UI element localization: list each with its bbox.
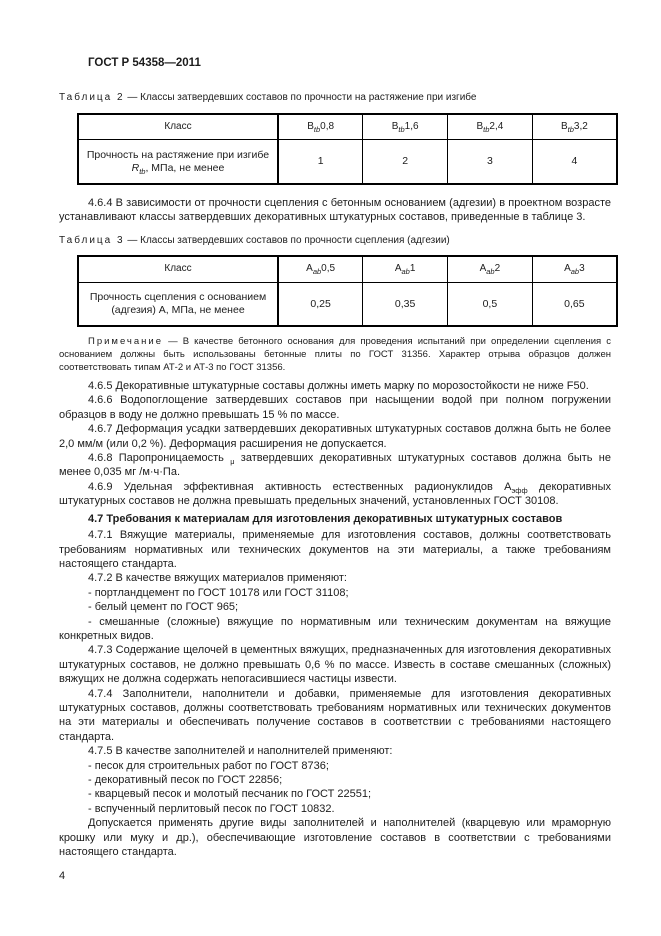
text-segment: 2 [494,263,501,275]
paragraph-4-7-4: 4.7.4 Заполнители, наполнители и добавки, применяемые для изготовления декоративных штукатурных составов, должны соответствовать требованиям нормативных или технических документов на эти материалы и обеспечивать получение составов в соответствии с требованиями настоящего стандарта. [59,687,611,743]
table-header-cell [363,256,448,282]
text-segment: 0,5 [321,263,336,275]
subscript: μ [230,457,235,467]
text-segment: Таблица 3 [59,234,125,246]
paragraph-4-6-7: 4.6.7 Деформация усадки затвердевших декоративных штукатурных составов должна быть не более 2,0 мм/м (или 0,2 %). Деформация расширения не допускается. [59,423,611,450]
text-segment: Таблица 2 [59,92,125,104]
value-cell: 3 [448,140,533,184]
table-2-caption [59,91,611,105]
paragraph-4-6-6: 4.6.6 Водопоглощение затвердевших составов при насыщении водой при полном погружении образцов в воду не должно превышать 15 % по массе. [59,394,611,421]
text-segment: B [560,120,568,132]
paragraph-4-7-5: 4.7.5 В качестве заполнителей и наполнителей применяют: [88,745,393,758]
text-segment: 2,4 [489,120,504,132]
paragraph-4-7-1: 4.7.1 Вяжущие материалы, применяемые для изготовления составов, должны соответствовать требованиям нормативных или технических документов на эти материалы, а также требованиям настоящего стандарта. [59,529,611,570]
row-label-cell [78,140,278,184]
text-segment: B [307,120,314,132]
note-paragraph [59,335,611,374]
text-segment: 3 [579,263,585,275]
value-cell: 0,5 [448,282,533,326]
table-header-row [78,256,617,282]
table-header-row [78,114,617,140]
subscript: ab [401,267,410,277]
text-segment: A [394,263,402,275]
closing-paragraph: Допускается применять другие виды заполнителей и наполнителей (кварцевую или мраморную крошку или муку и др.), обеспечивающие изготовление составов в соответствии с требованиями настоящего стандарта. [59,817,611,859]
text-segment: Примечание [88,336,163,348]
text-segment: Класс [164,120,192,132]
subscript: ab [312,267,322,277]
text-segment: Прочность сцепления с основанием (адгезия) А, МПа, не менее [89,291,267,316]
subscript: tb [313,124,321,134]
section-heading-4-7: 4.7 Требования к материалам для изготовления декоративных штукатурных составов [88,512,563,525]
text-segment: 3,2 [573,120,588,132]
table-row [78,282,617,326]
paragraph-4-6-5: 4.6.5 Декоративные штукатурные составы должны иметь марку по морозостойкости не ниже F50. [88,380,589,393]
list-item: - кварцевый песок и молотый песчаник по ГОСТ 22551; [88,788,372,801]
list-item: - вспученный перлитовый песок по ГОСТ 10832. [88,802,335,815]
paragraph-4-6-9 [59,480,611,509]
value-cell: 0,65 [532,282,617,326]
table-header-cell [78,256,278,282]
text-segment: Прочность на растяжение при изгибе [86,149,270,162]
table-3-adhesion-classes [77,255,618,327]
value-cell: 0,25 [278,282,363,326]
table-row [78,140,617,184]
text-segment: затвердевших декоративных штукатурных составов должна быть не менее 0,035 мг /м·ч·Па. [59,452,612,479]
text-segment: B [391,120,399,132]
value-cell: 2 [363,140,448,184]
table-header-cell [532,256,617,282]
text-segment: , МПа, не менее [145,161,225,174]
table-header-cell [363,114,448,140]
text-segment: 4.6.8 Паропроницаемость [88,452,231,465]
table-2-flexural-strength-classes [77,113,618,185]
paragraph-4-7-3: 4.7.3 Содержание щелочей в цементных вяжущих, предназначенных для изготовления декоративных штукатурных составов, не должно превышать 0,6 % по массе. Известь в составе смешанных (сложных) вяжущих не должна содержать непогасившиеся частицы извести. [59,644,611,686]
list-item: - портландцемент по ГОСТ 10178 или ГОСТ 31108; [88,586,349,599]
value-cell: 0,35 [363,282,448,326]
page-number: 4 [59,870,66,883]
text-segment: — Классы затвердевших составов по прочности на растяжение при изгибе [124,92,477,104]
table-header-cell [78,114,278,140]
running-head: ГОСТ Р 54358—2011 [88,57,201,69]
text-segment: B [476,120,484,132]
text-segment: — Классы затвердевших составов по прочности сцепления (адгезии) [124,234,450,246]
paragraph-4-6-4: 4.6.4 В зависимости от прочности сцепления с бетонным основанием (адгезии) в проектном возрасте устанавливают классы затвердевших декоративных штукатурных составов, приведенные в таблице 3. [59,196,611,224]
row-label-cell [78,282,278,326]
text-segment: A [564,263,571,275]
text-segment: 0,8 [320,120,335,132]
text-segment: R [131,161,140,174]
table-header-cell [448,256,533,282]
text-segment: 4.6.9 Удельная эффективная активность естественных радионуклидов А [88,480,512,493]
text-segment: 1 [409,263,416,275]
table-header-cell [448,114,533,140]
subscript: tb [398,124,405,134]
text-segment: 1,6 [404,120,419,132]
table-header-cell [278,114,363,140]
text-segment: — В качестве бетонного основания для проведения испытаний при определении сцепления с основанием должны быть использованы бетонные плиты по ГОСТ 31356. Характер отрыва образцов должен соответствовать типам АТ-2 и АТ-3 по ГОСТ 31356. [59,336,611,374]
subscript: tb [567,124,574,134]
table-header-cell [532,114,617,140]
subscript: tb [139,166,146,176]
table-3-caption [59,234,611,248]
paragraph-4-7-2: 4.7.2 В качестве вяжущих материалов применяют: [88,572,347,585]
text-segment: A [479,263,487,275]
text-segment: Класс [164,263,192,275]
subscript: ab [486,267,495,277]
table-header-cell [278,256,363,282]
list-item: - декоративный песок по ГОСТ 22856; [88,774,283,786]
text-segment: декоративных штукатурных составов не должна превышать предельных значений, установленных ГОСТ 30108. [59,480,612,508]
subscript: эфф [511,486,528,496]
text-segment: A [306,263,313,275]
list-item: - смешанные (сложные) вяжущие по нормативным или техническим документам на вяжущие конкретных видов. [59,615,611,642]
subscript: ab [570,267,580,277]
list-item: - белый цемент по ГОСТ 965; [88,601,239,614]
value-cell: 1 [278,140,363,184]
paragraph-4-6-8 [59,451,611,480]
value-cell: 4 [532,140,617,184]
subscript: tb [483,124,490,134]
list-item: - песок для строительных работ по ГОСТ 8736; [88,759,329,772]
